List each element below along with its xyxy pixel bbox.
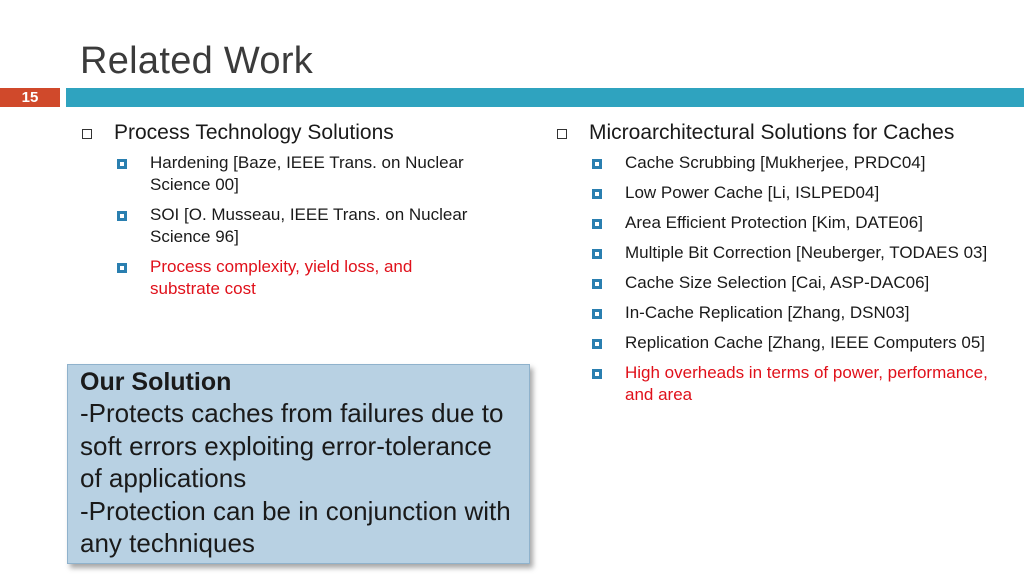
square-bullet-icon: [117, 263, 127, 273]
right-sub-list: [589, 152, 1015, 406]
list-item-text: Cache Size Selection [Cai, ASP-DAC06]: [625, 273, 930, 292]
left-heading-item: [80, 120, 470, 146]
square-bullet-icon: [117, 211, 127, 221]
title-accent-bar: [66, 88, 1024, 107]
list-item-text: Replication Cache [Zhang, IEEE Computers 05]: [625, 333, 986, 352]
list-item-text: In-Cache Replication [Zhang, DSN03]: [625, 303, 910, 322]
left-column: [80, 120, 470, 308]
list-item-text: High overheads in terms of power, performance, and area: [625, 363, 988, 404]
list-item: [589, 152, 1015, 174]
left-sub-list: [114, 152, 470, 300]
solution-line-1: -Protects caches from failures due to soft errors exploiting error-tolerance of applications: [80, 398, 504, 493]
square-bullet-icon: [592, 219, 602, 229]
list-item: [589, 212, 1015, 234]
list-item-text: Multiple Bit Correction [Neuberger, TODAES 03]: [625, 243, 988, 262]
solution-line-2: -Protection can be in conjunction with any techniques: [80, 495, 511, 558]
list-item-text: Area Efficient Protection [Kim, DATE06]: [625, 213, 923, 232]
list-item: [114, 152, 470, 196]
list-item-text: Hardening [Baze, IEEE Trans. on Nuclear Science 00]: [150, 153, 464, 194]
left-heading-text: Process Technology Solutions: [114, 121, 394, 144]
list-item-highlight: [589, 362, 1015, 406]
list-item-text: SOI [O. Musseau, IEEE Trans. on Nuclear Science 96]: [150, 205, 468, 246]
list-item: [589, 302, 1015, 324]
square-bullet-icon: [592, 159, 602, 169]
square-bullet-icon: [592, 339, 602, 349]
square-bullet-icon: [592, 249, 602, 259]
list-item-text: Low Power Cache [Li, ISLPED04]: [625, 183, 880, 202]
hollow-square-bullet-icon: [557, 129, 567, 139]
square-bullet-icon: [592, 309, 602, 319]
list-item-text: Cache Scrubbing [Mukherjee, PRDC04]: [625, 153, 926, 172]
square-bullet-icon: [592, 369, 602, 379]
square-bullet-icon: [117, 159, 127, 169]
list-item: [589, 272, 1015, 294]
square-bullet-icon: [592, 189, 602, 199]
list-item: [589, 332, 1015, 354]
hollow-square-bullet-icon: [82, 129, 92, 139]
square-bullet-icon: [592, 279, 602, 289]
list-item: [114, 204, 470, 248]
solution-box: [67, 364, 530, 564]
list-item-text: Process complexity, yield loss, and substrate cost: [150, 257, 413, 298]
slide-title: Related Work: [80, 40, 314, 82]
slide-number: 15: [0, 88, 60, 107]
right-heading-item: [555, 120, 1015, 146]
right-column: [555, 120, 1015, 414]
list-item: [589, 242, 1015, 264]
solution-heading: Our Solution: [80, 368, 232, 396]
list-item-highlight: [114, 256, 470, 300]
list-item: [589, 182, 1015, 204]
right-heading-text: Microarchitectural Solutions for Caches: [589, 121, 955, 144]
